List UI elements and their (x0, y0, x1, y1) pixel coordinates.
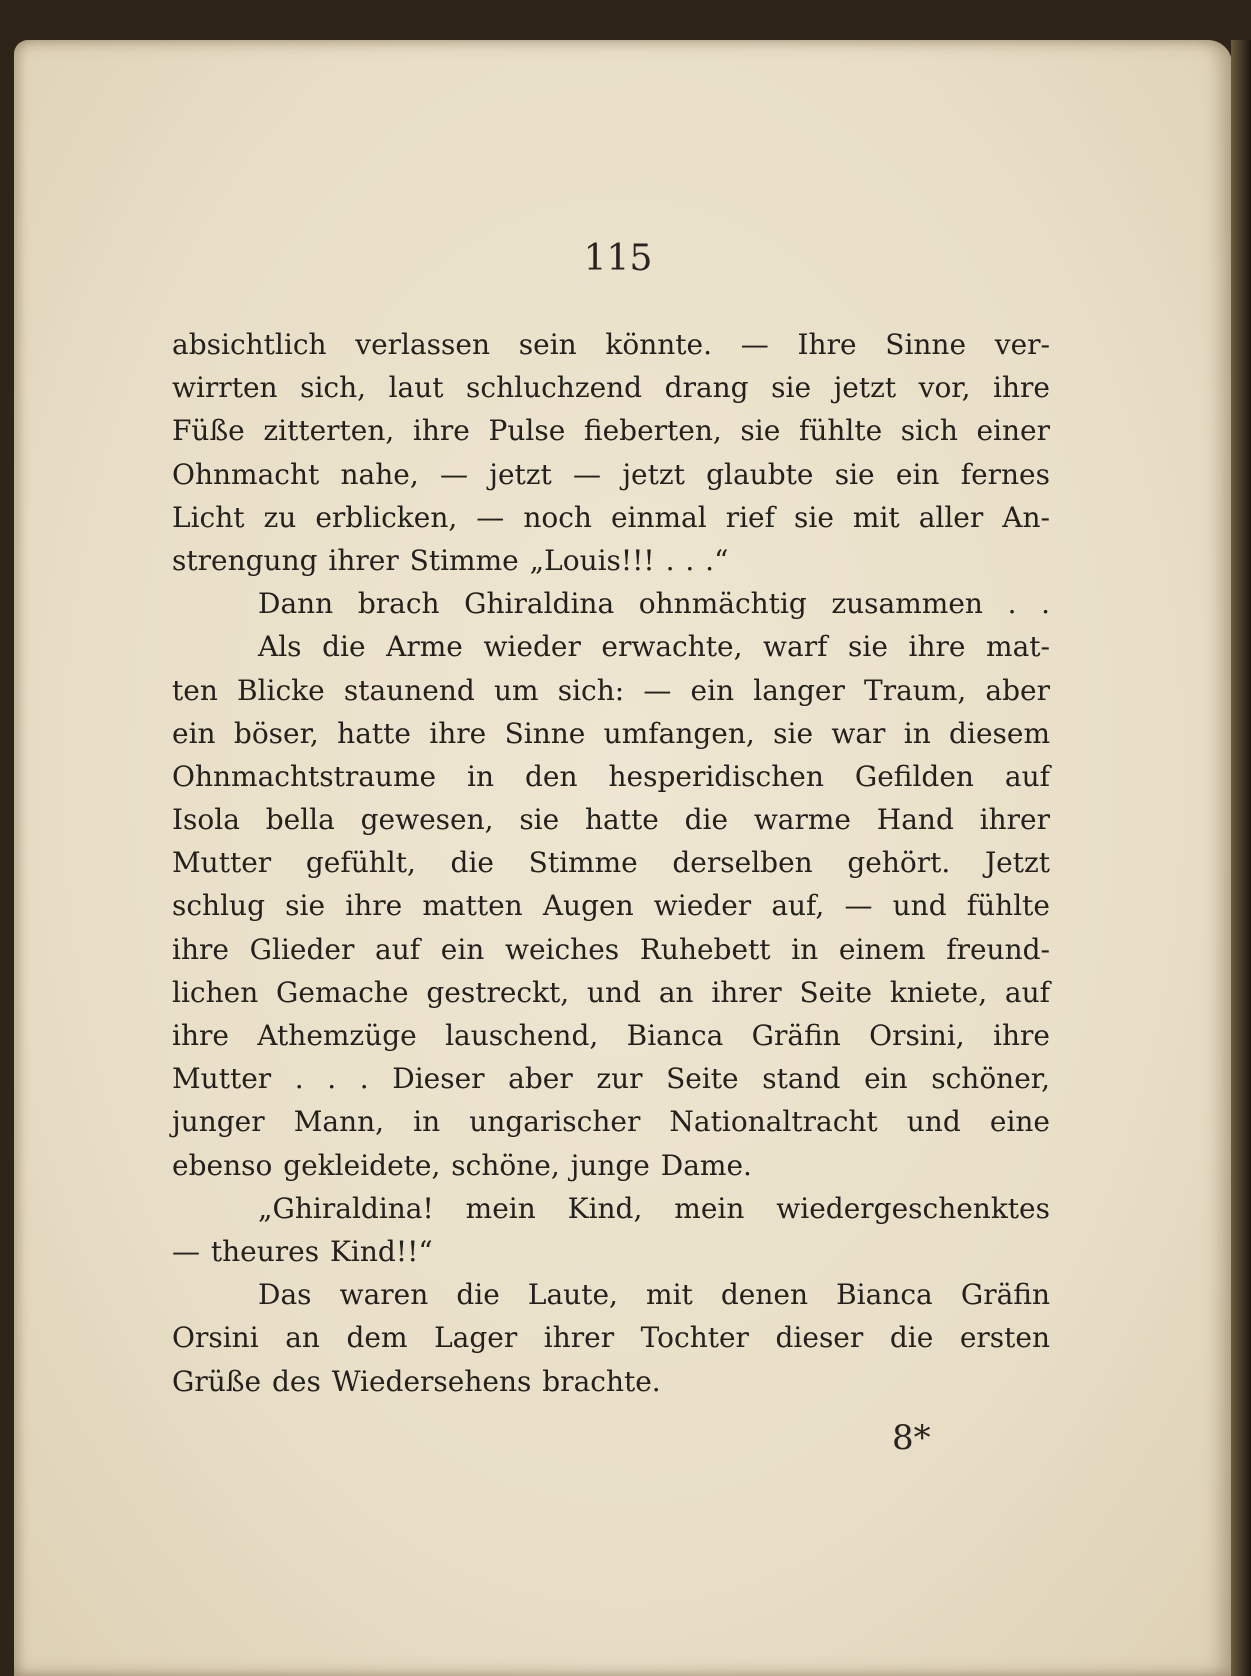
text-line: absichtlich verlassen sein könnte. — Ihre Sinne ver- (172, 328, 1050, 361)
text-line: ihre Athemzüge lauschend, Bianca Gräfin Orsini, ihre (172, 1019, 1050, 1052)
book-page (14, 40, 1232, 1676)
text-line: Mutter gefühlt, die Stimme derselben gehört. Jetzt (172, 846, 1050, 880)
text-line: ebenso gekleidete, schöne, junge Dame. (172, 1148, 752, 1182)
text-line: Licht zu erblicken, — noch einmal rief sie mit aller An- (172, 500, 1050, 534)
body-text (172, 323, 1050, 1403)
text-line: junger Mann, in ungarischer Nationaltracht und eine (172, 1105, 1050, 1139)
text-line: „Ghiraldina! mein Kind, mein wiedergeschenktes (258, 1191, 1050, 1225)
text-line: Mutter . . . Dieser aber zur Seite stand ein schöner, (172, 1062, 1050, 1096)
text-line: ihre Glieder auf ein weiches Ruhebett in einem freund- (172, 932, 1050, 966)
text-line: lichen Gemache gestreckt, und an ihrer Seite kniete, auf (172, 975, 1050, 1009)
signature-mark: 8* (892, 1418, 931, 1458)
text-line: Ohnmachtstraume in den hesperidischen Gefilden auf (172, 759, 1050, 793)
text-line: wirrten sich, laut schluchzend drang sie jetzt vor, ihre (172, 371, 1050, 405)
text-line: Orsini an dem Lager ihrer Tochter dieser die ersten (172, 1321, 1050, 1355)
text-line: — theures Kind!!“ (172, 1234, 433, 1268)
text-line: Grüße des Wiedersehens brachte. (172, 1364, 661, 1398)
text-line: Dann brach Ghiraldina ohnmächtig zusammen . . (258, 587, 1050, 621)
text-line: ein böser, hatte ihre Sinne umfangen, sie war in diesem (172, 716, 1050, 750)
text-line: Das waren die Laute, mit denen Bianca Gräfin (258, 1278, 1050, 1312)
text-line: Ohnmacht nahe, — jetzt — jetzt glaubte sie ein fernes (172, 457, 1050, 491)
book-edge (1231, 40, 1251, 1676)
text-line: strengung ihrer Stimme „Louis!!! . . .“ (172, 543, 729, 577)
text-line: schlug sie ihre matten Augen wieder auf, — und fühlte (172, 889, 1050, 923)
text-line: ten Blicke staunend um sich: — ein langer Traum, aber (172, 673, 1050, 707)
text-line: Als die Arme wieder erwachte, warf sie ihre mat- (258, 630, 1050, 664)
text-line: Isola bella gewesen, sie hatte die warme Hand ihrer (172, 803, 1050, 837)
page-number: 115 (583, 238, 653, 279)
text-line: Füße zitterten, ihre Pulse fieberten, sie fühlte sich einer (172, 414, 1050, 448)
